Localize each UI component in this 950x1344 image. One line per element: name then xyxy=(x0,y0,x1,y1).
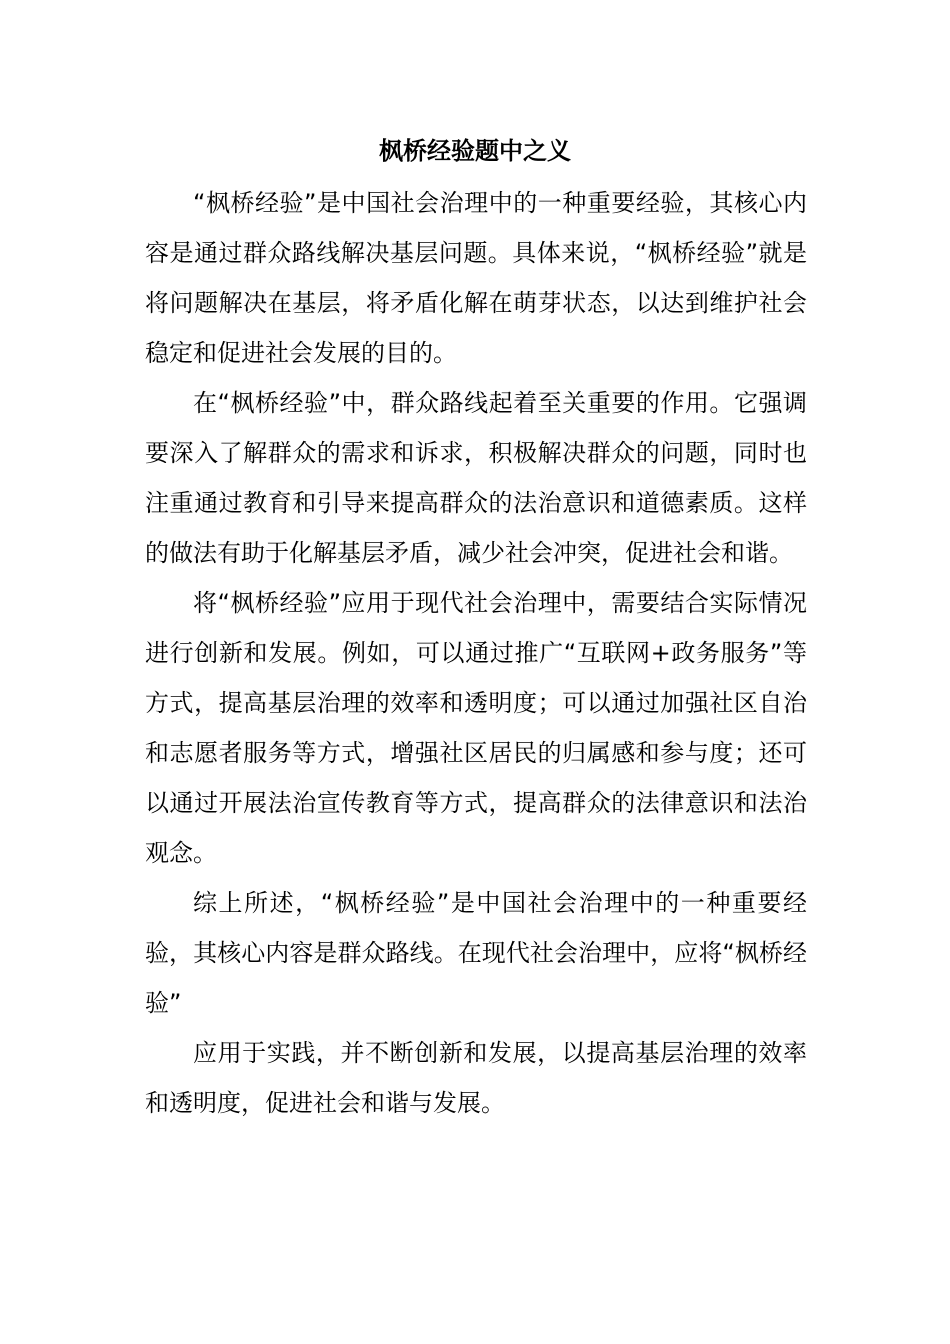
paragraph-1: “枫桥经验”是中国社会治理中的一种重要经验，其核心内容是通过群众路线解决基层问题。具体来说，“枫桥经验”就是将问题解决在基层，将矛盾化解在萌芽状态，以达到维护社会稳定和促进社会发展的目的。 xyxy=(145,189,807,367)
paragraph-3: 将“枫桥经验”应用于现代社会治理中，需要结合实际情况进行创新和发展。例如，可以通过推广“互联网+政务服务”等方式，提高基层治理的效率和透明度；可以通过加强社区自治和志愿者服务等方式，增强社区居民的归属感和参与度；还可以通过开展法治宣传教育等方式，提高群众的法律意识和法治观念。 xyxy=(145,589,807,867)
paragraph-4: 综上所述，“枫桥经验”是中国社会治理中的一种重要经验，其核心内容是群众路线。在现代社会治理中，应将“枫桥经验” xyxy=(145,889,807,1017)
paragraph-2: 在“枫桥经验”中，群众路线起着至关重要的作用。它强调要深入了解群众的需求和诉求，积极解决群众的问题，同时也注重通过教育和引导来提高群众的法治意识和道德素质。这样的做法有助于化解基层矛盾，减少社会冲突，促进社会和谐。 xyxy=(145,389,807,567)
document-body xyxy=(145,178,807,1128)
document-title: 枫桥经验题中之义 xyxy=(379,137,571,165)
paragraph-5: 应用于实践，并不断创新和发展，以提高基层治理的效率和透明度，促进社会和谐与发展。 xyxy=(145,1039,807,1117)
